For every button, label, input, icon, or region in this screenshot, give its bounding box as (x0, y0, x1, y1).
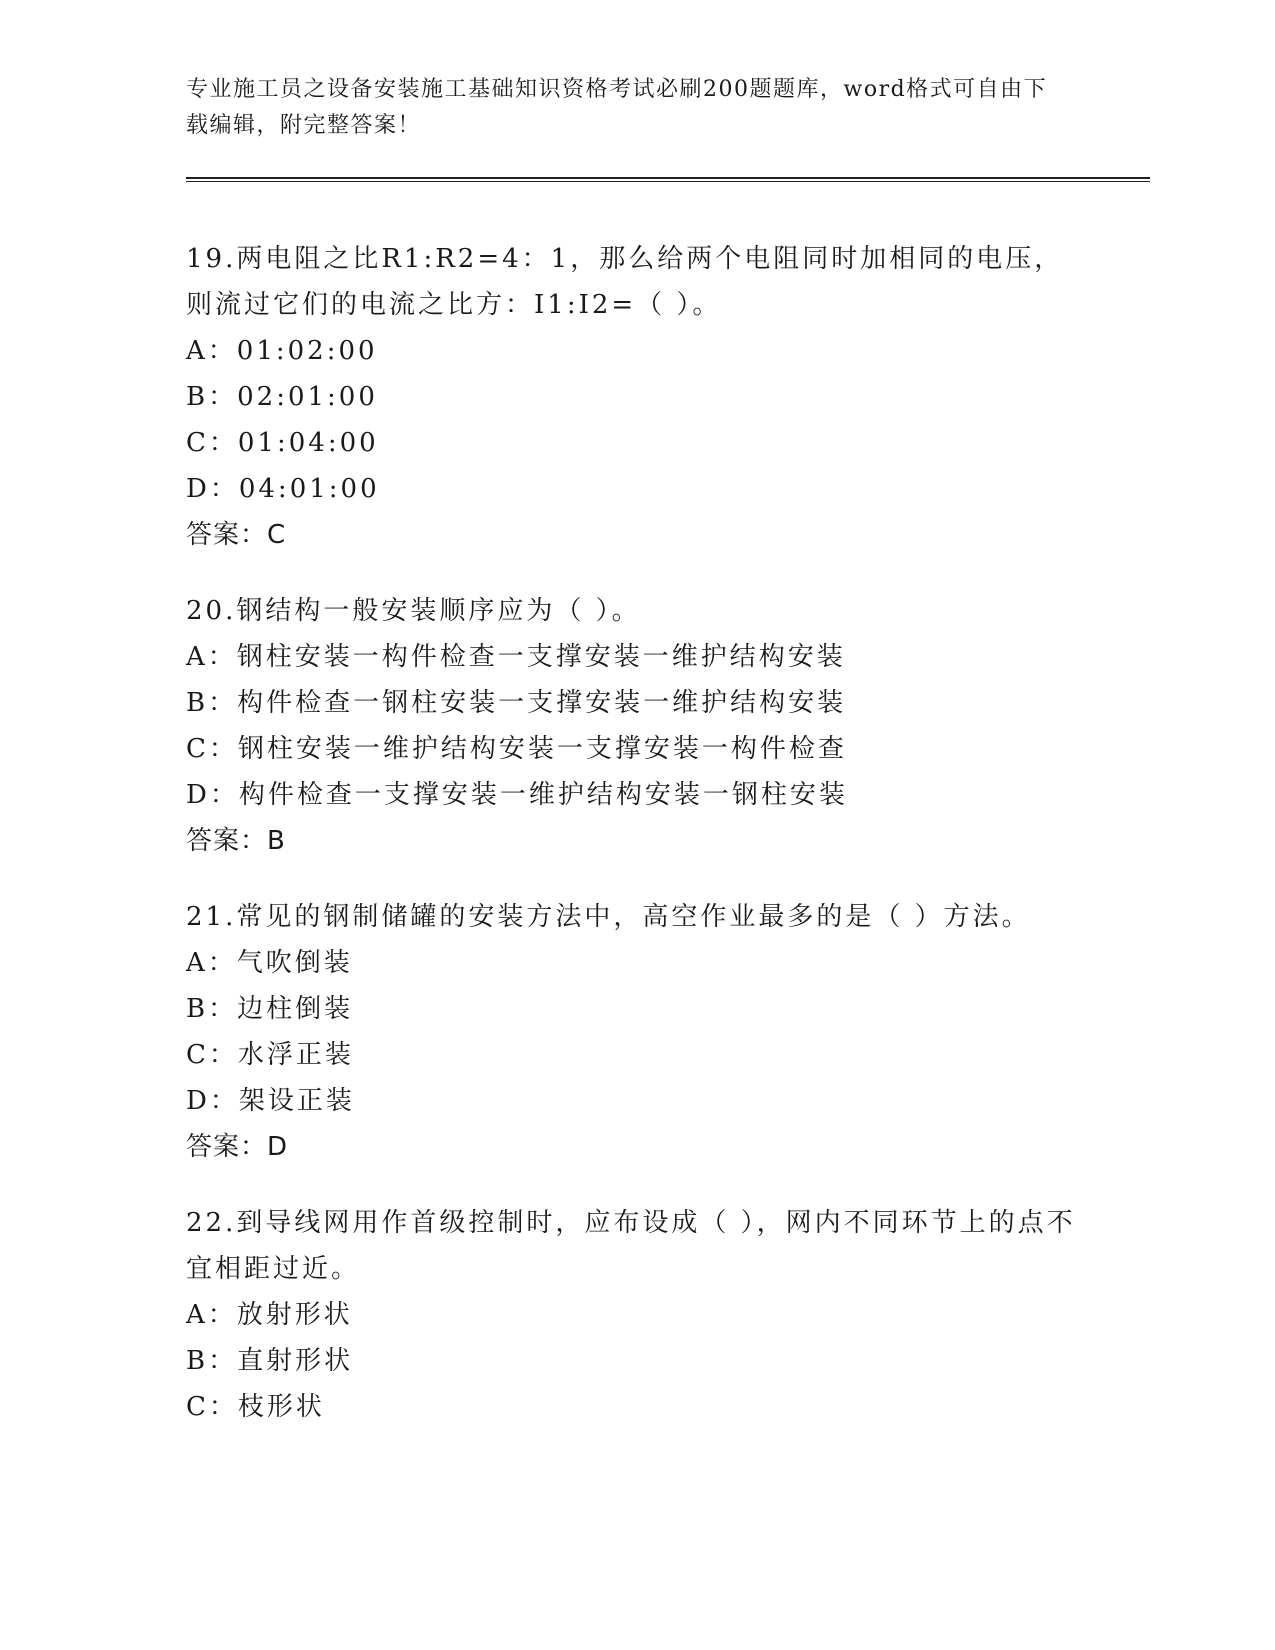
question-19 (186, 236, 1086, 558)
option-d: D：构件检查一支撑安装一维护结构安装一钢柱安装 (186, 780, 848, 810)
option-b: B：直射形状 (186, 1346, 354, 1376)
question-stem: 21.常见的钢制储罐的安装方法中，高空作业最多的是（ ）方法。 (186, 902, 1031, 932)
question-stem: 20.钢结构一般安装顺序应为（ ）。 (186, 596, 641, 626)
answer-line: 答案：D (186, 1132, 289, 1162)
answer-line: 答案：B (186, 826, 286, 856)
answer-line: 答案：C (186, 520, 287, 550)
question-21 (186, 894, 1086, 1170)
option-a: A：放射形状 (186, 1300, 353, 1330)
question-stem: 22.到导线网用作首级控制时，应布设成（ ），网内不同环节上的点不宜相距过近。 (186, 1208, 1076, 1284)
option-d: D：架设正装 (186, 1086, 355, 1116)
document-header-title: 专业施工员之设备安装施工基础知识资格考试必刷200题题库，word格式可自由下载编辑，附完整答案！ (186, 77, 1048, 138)
header-double-rule (186, 177, 1150, 182)
option-c: C：水浮正装 (186, 1040, 354, 1070)
option-a: A：气吹倒装 (186, 948, 353, 978)
option-a: A：01:02:00 (186, 336, 378, 366)
question-20 (186, 588, 1086, 864)
option-b: B：02:01:00 (186, 382, 378, 412)
option-c: C：钢柱安装一维护结构安装一支撑安装一构件检查 (186, 734, 847, 764)
option-c: C：01:04:00 (186, 428, 379, 458)
question-list (186, 236, 1086, 1460)
question-stem: 19.两电阻之比R1:R2=4：1，那么给两个电阻同时加相同的电压，则流过它们的电流之比方：I1:I2=（ ）。 (186, 244, 1064, 320)
option-d: D：04:01:00 (186, 474, 380, 504)
option-b: B：构件检查一钢柱安装一支撑安装一维护结构安装 (186, 688, 847, 718)
option-c: C：枝形状 (186, 1392, 325, 1422)
option-b: B：边柱倒装 (186, 994, 354, 1024)
question-22 (186, 1200, 1086, 1430)
option-a: A：钢柱安装一构件检查一支撑安装一维护结构安装 (186, 642, 846, 672)
